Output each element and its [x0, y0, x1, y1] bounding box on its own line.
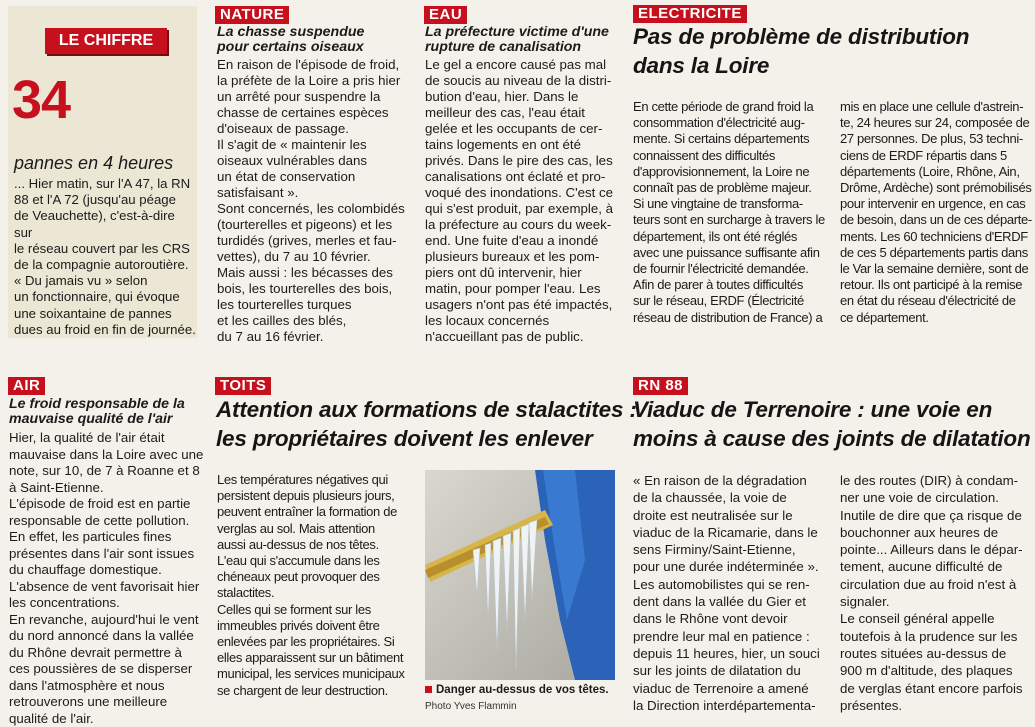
eau-title: La préfecture victime d'une rupture de canalisation — [425, 24, 609, 55]
rn88-col2: le des routes (DIR) à condam- ner une voie de circulation. Inutile de dire que ça risque de bouchonner aux heures de pointe... Ailleurs dans le dépar- tement, aucune difficulté de circulation due au froid n'est à signaler. Le conseil général appelle toutefois à la prudence sur les routes situées au-dessus de 900 m d'altitude, des plaques de verglas étant encore parfois présentes. — [840, 473, 1023, 713]
electricite-col2: mis en place une cellule d'astrein- te, 24 heures sur 24, composée de 27 personnes. De plus, 53 techni- ciens de ERDF répartis dans 5 départements (Loire, Rhône, Ain, Drôme, Ardèche) sont prémobilisés pour intervenir en urgence, en cas de besoin, dans un de ces départe- ments. Les 60 techniciens d'ERDF de ces 5 départements partis dans le Var la semaine dernière, sont de retour. Ils ont participé à la remise en état du réseau d'électricité de ce département. — [840, 99, 1032, 325]
toits-title: Attention aux formations de stalactites : les propriétaires doivent les enlever — [216, 397, 637, 451]
nature-title: La chasse suspendue pour certains oiseaux — [217, 24, 365, 55]
eau-body: Le gel a encore causé pas mal de soucis au niveau de la distri- bution d'eau, hier. Dans le meilleur des cas, l'eau était gelée et les occupants de cer- tains logements en ont été privés. Dans le pire des cas, les canalisations ont éclaté et pro- voqué des inondations. C'est ce qui s'est produit, par exemple, à la préfecture au cours du week- end. Une fuite d'eau a inondé plusieurs bureaux et les pom- piers ont dû intervenir, hier matin, pour pomper l'eau. Les usagers n'ont pas été impactés, les locaux concernés n'accueillant pas de public. — [425, 57, 614, 344]
toits-body: Les températures négatives qui persistent depuis plusieurs jours, peuvent entraîner la formation de verglas au sol. Mais attention aussi au-dessus de nos têtes. L'eau qui s'accumule dans les chéneaux peut provoquer des stalactites. Celles qui se forment sur les immeubles privés doivent être enlevées par les propriétaires. Si elles apparaissent sur un bâtiment municipal, les services municipaux se chargent de leur destruction. — [217, 472, 405, 698]
photo-caption — [425, 684, 609, 696]
air-tag: AIR — [8, 377, 45, 395]
nature-tag: NATURE — [215, 6, 289, 24]
electricite-col1: En cette période de grand froid la consommation d'électricité aug- mente. Si certains départements connaissent des difficultés d'approvisionnement, la Loire ne connaît pas de problème majeur. Si une vingtaine de transforma- teurs sont en surcharge à travers le département, ils ont été réglés avec une puissance suffisante afin de fournir l'électricité demandée. Afin de parer à toutes difficultés sur le réseau, ERDF (Électricité réseau de distribution de France) a — [633, 99, 825, 325]
stalactites-photo — [425, 470, 615, 680]
rn88-title: Viaduc de Terrenoire : une voie en moins à cause des joints de dilatation — [633, 397, 1031, 451]
eau-tag: EAU — [424, 6, 467, 24]
rn88-tag: RN 88 — [633, 377, 688, 395]
chiffre-label: LE CHIFFRE — [45, 28, 167, 54]
chiffre-number: 34 — [12, 70, 71, 130]
electricite-title: Pas de problème de distribution dans la Loire — [633, 24, 970, 78]
rn88-col1: « En raison de la dégradation de la chaussée, la voie de droite est neutralisée sur le viaduc de la Ricamarie, dans le sens Firminy/Saint-Etienne, pour une durée indéterminée ». Les automobilistes qui se ren- dent dans la vallée du Gier et dans le Rhône vont devoir prendre leur mal en patience : depuis 11 heures, hier, un souci sur les joints de dilatation du viaduc de Terrenoire a amené la Direction interdépartementa- — [633, 473, 820, 713]
chiffre-box — [8, 6, 197, 338]
nature-body: En raison de l'épisode de froid, la préfète de la Loire a pris hier un arrêté pour suspendre la chasse de certaines espèces d'oiseaux de passage. Il s'agit de « maintenir les oiseaux vulnérables dans un état de conservation satisfaisant ». Sont concernés, les colombidés (tourterelles et pigeons) et les turdidés (grives, merles et fau- vettes), du 7 au 10 février. Mais aussi : les bécasses des bois, les tourterelles des bois, les tourterelles turques et les cailles des blés, du 7 au 16 février. — [217, 57, 405, 344]
air-body: Hier, la qualité de l'air était mauvaise dans la Loire avec une note, sur 10, de 7 à Roanne et 8 à Saint-Etienne. L'épisode de froid est en partie responsable de cette pollution. En effet, les particules fines présentes dans l'air sont issues du chauffage domestique. L'absence de vent favorisait hier les concentrations. En revanche, aujourd'hui le vent du nord annoncé dans la vallée du Rhône devrait permettre à ces poussières de se disperser dans l'atmosphère et nous retrouverons une meilleure qualité de l'air. — [9, 430, 204, 726]
photo-caption-text: Danger au-dessus de vos têtes. — [436, 684, 609, 696]
caption-bullet-icon — [425, 686, 432, 693]
photo-credit: Photo Yves Flammin — [425, 701, 517, 712]
air-title: Le froid responsable de la mauvaise qualité de l'air — [9, 396, 185, 427]
chiffre-body: ... Hier matin, sur l'A 47, la RN 88 et l'A 72 (jusqu'au péage de Veauchette), c'est-à-dire sur le réseau couvert par les CRS de la compagnie autoroutière. « Du jamais vu » selon un fonctionnaire, qui évoque une soixantaine de pannes dues au froid en fin de journée. — [14, 176, 196, 337]
electricite-tag: ELECTRICITE — [633, 5, 747, 23]
toits-tag: TOITS — [215, 377, 271, 395]
chiffre-subtitle: pannes en 4 heures — [14, 153, 174, 173]
icicles-illustration — [425, 470, 615, 680]
